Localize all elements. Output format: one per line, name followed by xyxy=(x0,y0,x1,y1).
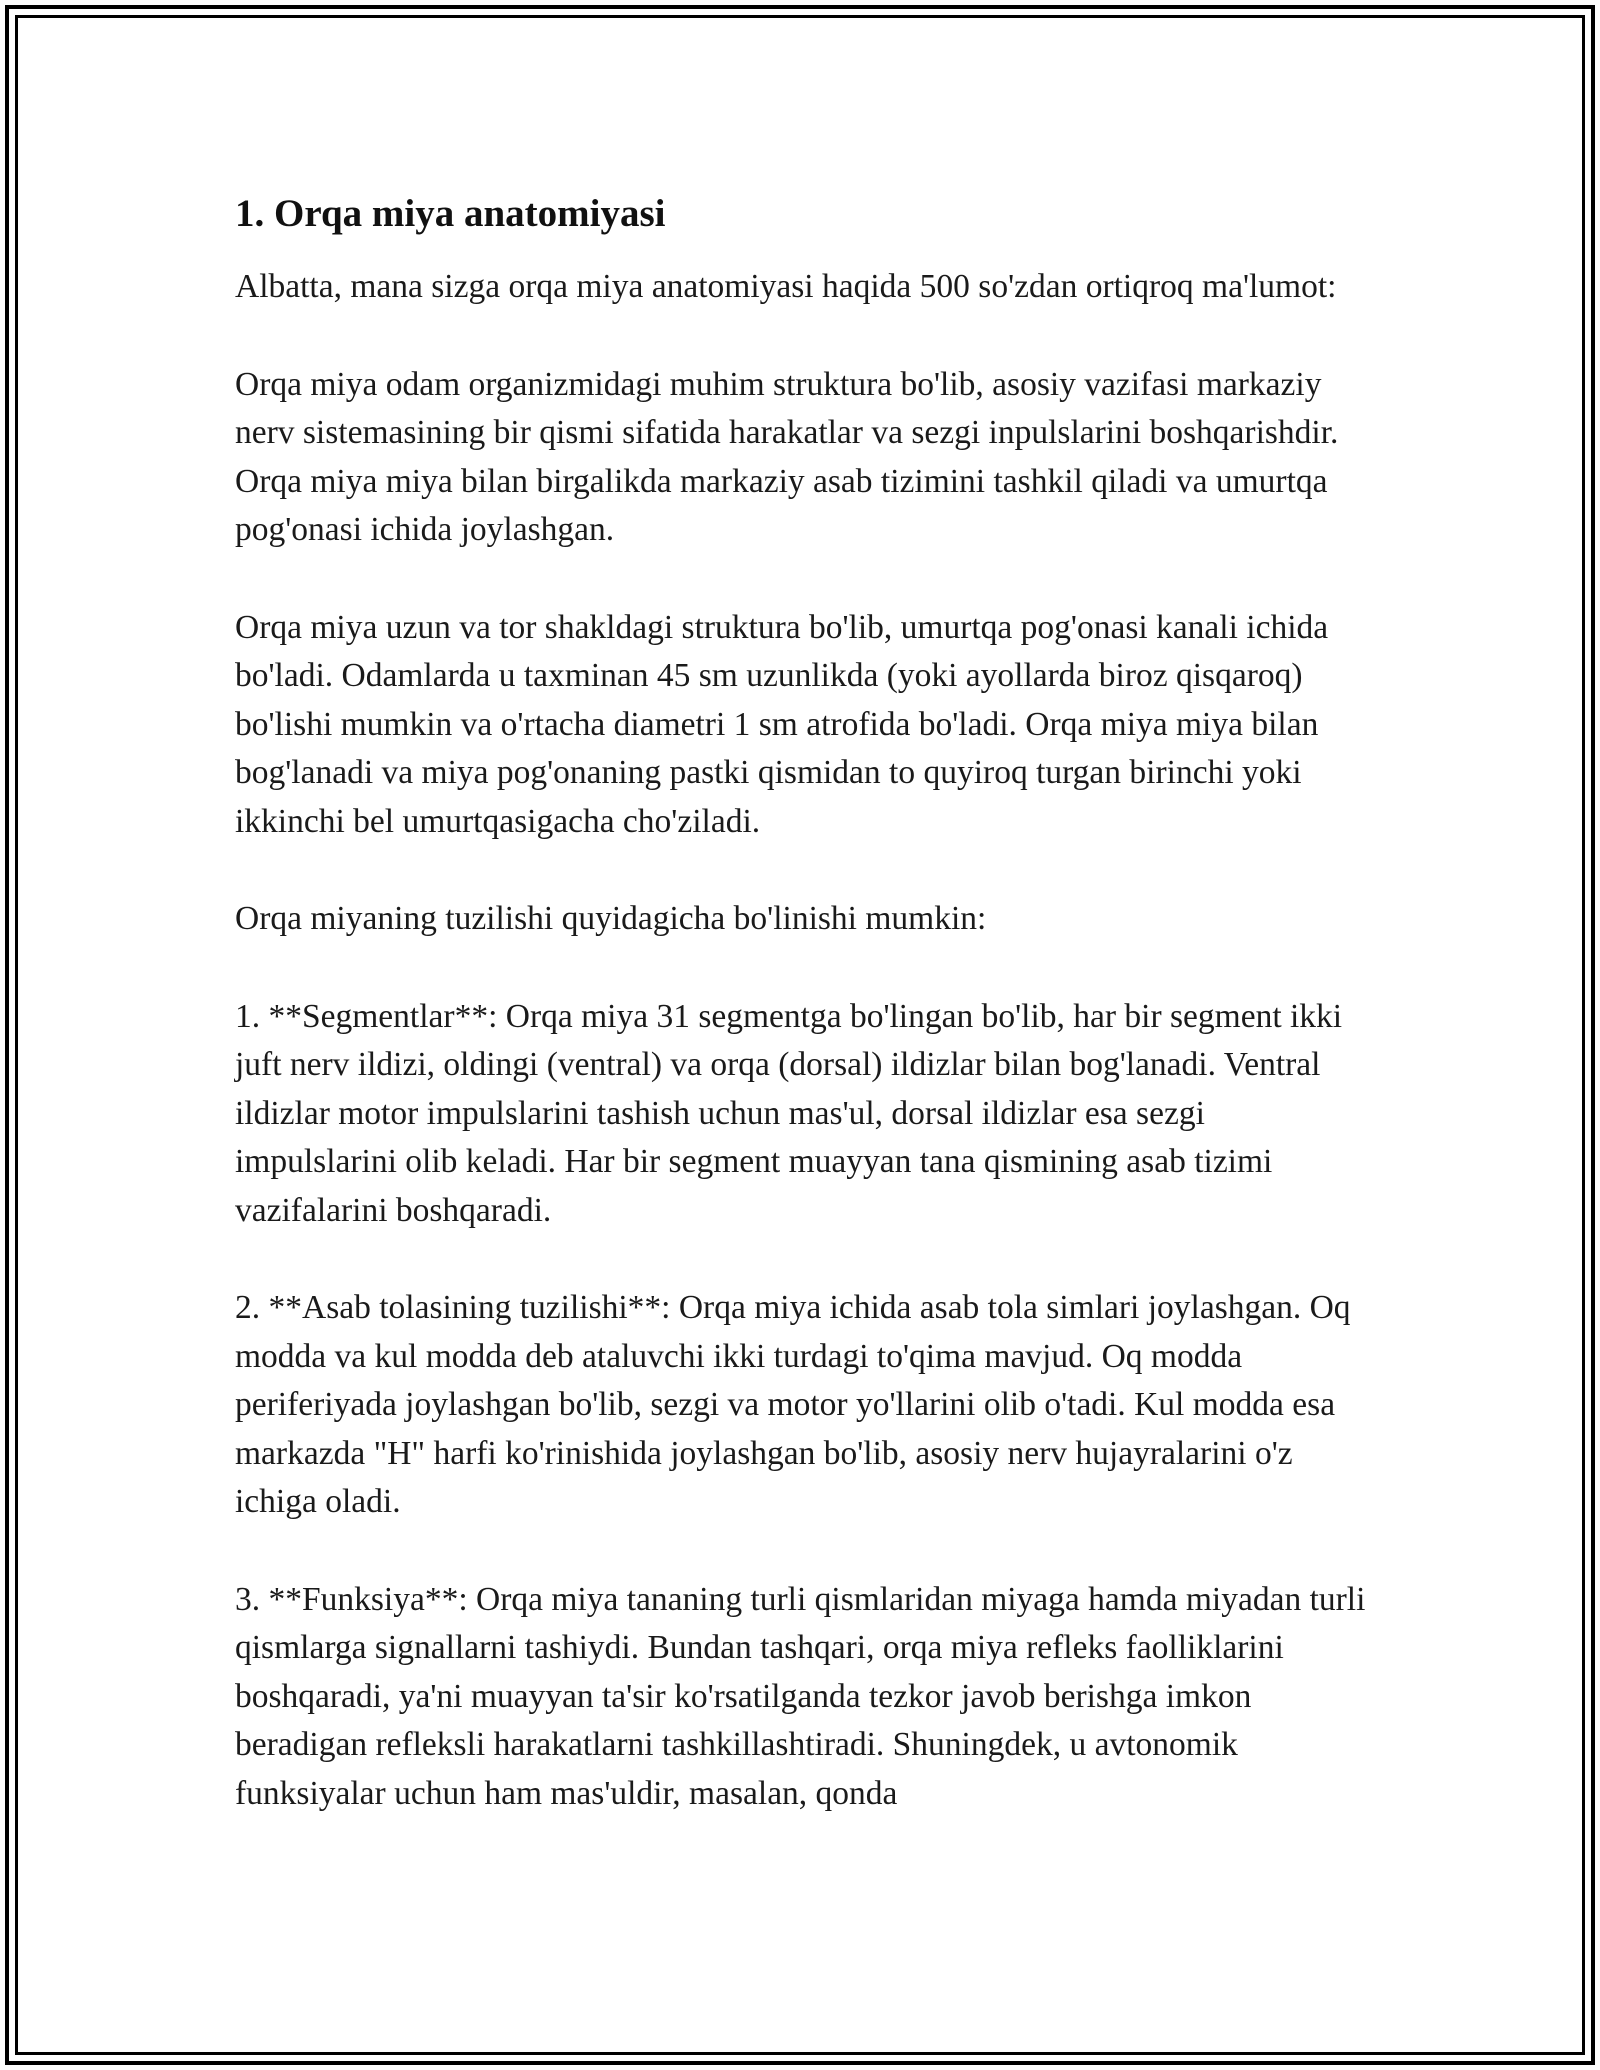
list-item-function: 3. **Funksiya**: Orqa miya tananing turli qismlaridan miyaga hamda miyadan turli qismlarga signallarni tashiydi. Bundan tashqari, orqa miya refleks faolliklarini boshqaradi, ya'ni muayyan ta'sir ko'rsatilganda tezkor javob berishga imkon beradigan refleksli harakatlarni tashkillashtiradi. Shuningdek, u avtonomik funksiyalar uchun ham mas'uldir, masalan, qonda xyxy=(235,1580,1366,1812)
shape-size-paragraph: Orqa miya uzun va tor shakldagi struktura bo'lib, umurtqa pog'onasi kanali ichida bo'ladi. Odamlarda u taxminan 45 sm uzunlikda (yoki ayollarda biroz qisqaroq) bo'lishi mumkin va o'rtacha diametri 1 sm atrofida bo'ladi. Orqa miya miya bilan bog'lanadi va miya pog'onaning pastki qismidan to quyiroq turgan birinchi yoki ikkinchi bel umurtqasigacha cho'ziladi. xyxy=(235,608,1329,840)
document-body xyxy=(235,185,1375,1818)
structure-intro-paragraph: Orqa miyaning tuzilishi quyidagicha bo'linishi mumkin: xyxy=(235,900,987,937)
definition-paragraph: Orqa miya odam organizmidagi muhim struktura bo'lib, asosiy vazifasi markaziy nerv sistemasining bir qismi sifatida harakatlar va sezgi inpulslarini boshqarishdir. Orqa miya miya bilan birgalikda markaziy asab tizimini tashkil qiladi va umurtqa pog'onasi ichida joylashgan. xyxy=(235,365,1339,548)
intro-paragraph: Albatta, mana sizga orqa miya anatomiyasi haqida 500 so'zdan ortiqroq ma'lumot: xyxy=(235,268,1337,305)
section-heading: 1. Orqa miya anatomiyasi xyxy=(235,192,666,235)
list-item-segments: 1. **Segmentlar**: Orqa miya 31 segmentga bo'lingan bo'lib, har bir segment ikki juft nerv ildizi, oldingi (ventral) va orqa (dorsal) ildizlar bilan bog'lanadi. Ventral ildizlar motor impulslarini tashish uchun mas'ul, dorsal ildizlar esa sezgi impulslarini olib keladi. Har bir segment muayyan tana qismining asab tizimi vazifalarini boshqaradi. xyxy=(235,997,1343,1229)
list-item-nerve-fibers: 2. **Asab tolasining tuzilishi**: Orqa miya ichida asab tola simlari joylashgan. Oq modda va kul modda deb ataluvchi ikki turdagi to'qima mavjud. Oq modda periferiyada joylashgan bo'lib, sezgi va motor yo'llarini olib o'tadi. Kul modda esa markazda "H" harfi ko'rinishida joylashgan bo'lib, asosiy nerv hujayralarini o'z ichiga oladi. xyxy=(235,1289,1351,1520)
